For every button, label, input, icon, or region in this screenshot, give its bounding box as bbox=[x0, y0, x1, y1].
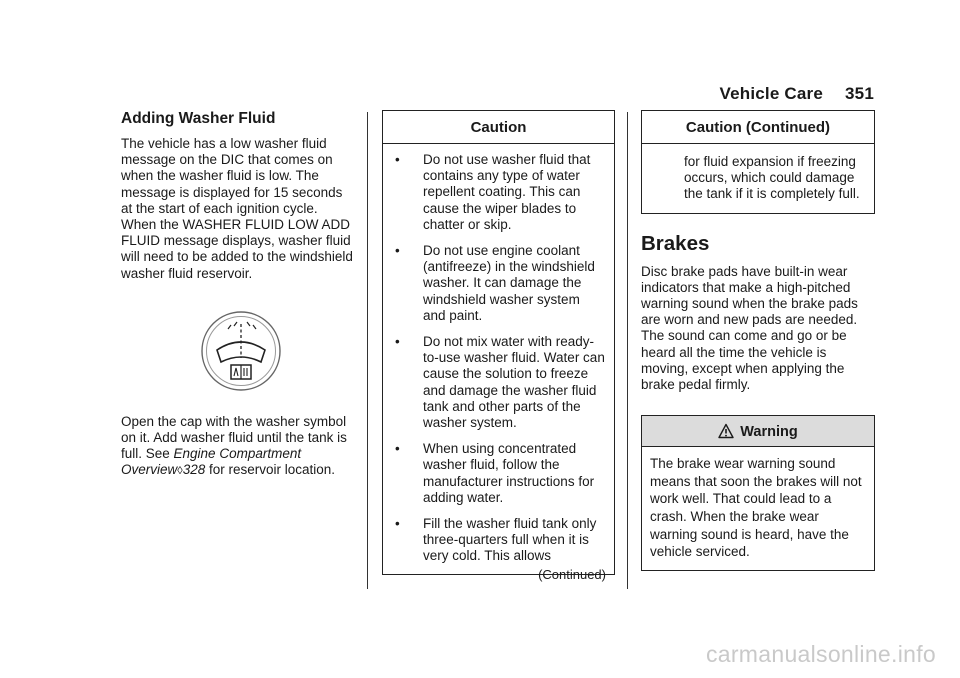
engine-compartment-link[interactable]: Engine Compartment Overview bbox=[121, 446, 302, 478]
column-left bbox=[121, 110, 353, 480]
watermark: carmanualsonline.info bbox=[705, 641, 936, 667]
bullet-icon: • bbox=[395, 516, 400, 532]
caution-item: • Do not use engine coolant (antifreeze) in the windshield washer. It can damage the windshield washer system and paint. bbox=[395, 243, 595, 323]
xref-arrow-icon: ◊ bbox=[177, 465, 183, 478]
warning-title: Warning bbox=[642, 416, 874, 447]
caution-title: Caution bbox=[383, 111, 614, 144]
column-divider bbox=[367, 112, 368, 589]
column-right bbox=[641, 110, 875, 571]
bullet-icon: • bbox=[395, 334, 400, 350]
section-title: Vehicle Care bbox=[719, 84, 824, 103]
caution-continued-title: Caution (Continued) bbox=[642, 111, 874, 144]
bullet-icon: • bbox=[395, 152, 400, 167]
page-number: 351 bbox=[845, 84, 874, 103]
caution-item: • Do not mix water with ready-to-use washer fluid. Water can cause the solution to freeze and damage the washer fluid tank and other parts of the washer system. bbox=[395, 334, 605, 431]
fill-instructions-paragraph: Open the cap with the washer symbol on it. Add washer fluid until the tank is full. See Engine Compartment Overview◊328 for reservoir location. bbox=[121, 413, 347, 478]
caution-item: • When using concentrated washer fluid, follow the manufacturer instructions for adding water. bbox=[395, 441, 595, 505]
caution-item: • Fill the washer fluid tank only three-quarters full when it is very cold. This allows bbox=[395, 516, 597, 564]
washer-fluid-paragraph: The vehicle has a low washer fluid message on the DIC that comes on when the washer fluid is low. The message is displayed for 15 seconds at the start of each ignition cycle. When the WASHER FLUID LOW ADD FLUID message displays, washer fluid will need to be added to the windshield washer fluid reservoir. bbox=[121, 136, 353, 281]
page-reference[interactable]: 328 bbox=[182, 462, 206, 478]
bullet-icon: • bbox=[395, 441, 400, 457]
washer-fluid-symbol-icon bbox=[200, 310, 282, 392]
caution-continued-box bbox=[641, 110, 875, 214]
running-head bbox=[720, 84, 875, 104]
column-middle bbox=[382, 110, 615, 582]
continued-label: (Continued) bbox=[538, 566, 606, 582]
caution-continued-body: for fluid expansion if freezing occurs, which could damage the tank if it is completely full. bbox=[684, 154, 860, 202]
warning-body: The brake wear warning sound means that soon the brakes will not work well. That could lead to a crash. When the brake wear warning sound is heard, have the vehicle serviced. bbox=[650, 456, 862, 560]
brakes-paragraph: Disc brake pads have built-in wear indicators that make a high-pitched warning sound when the brake pads are worn and new pads are needed. The sound can come and go or be heard all the time the vehicle is moving, except when applying the brake pedal firmly. bbox=[641, 263, 858, 393]
bullet-icon: • bbox=[395, 243, 400, 259]
washer-symbol-figure bbox=[129, 310, 353, 392]
caution-box bbox=[382, 110, 615, 582]
column-divider bbox=[627, 112, 628, 589]
caution-item: • Do not use washer fluid that contains any type of water repellent coating. This can cause the wiper blades to chatter or skip. bbox=[395, 152, 591, 232]
section-heading-brakes: Brakes bbox=[641, 231, 710, 255]
caution-body bbox=[383, 144, 614, 589]
warning-box bbox=[641, 415, 875, 571]
warning-triangle-icon bbox=[718, 423, 734, 439]
subsection-heading: Adding Washer Fluid bbox=[121, 110, 276, 127]
